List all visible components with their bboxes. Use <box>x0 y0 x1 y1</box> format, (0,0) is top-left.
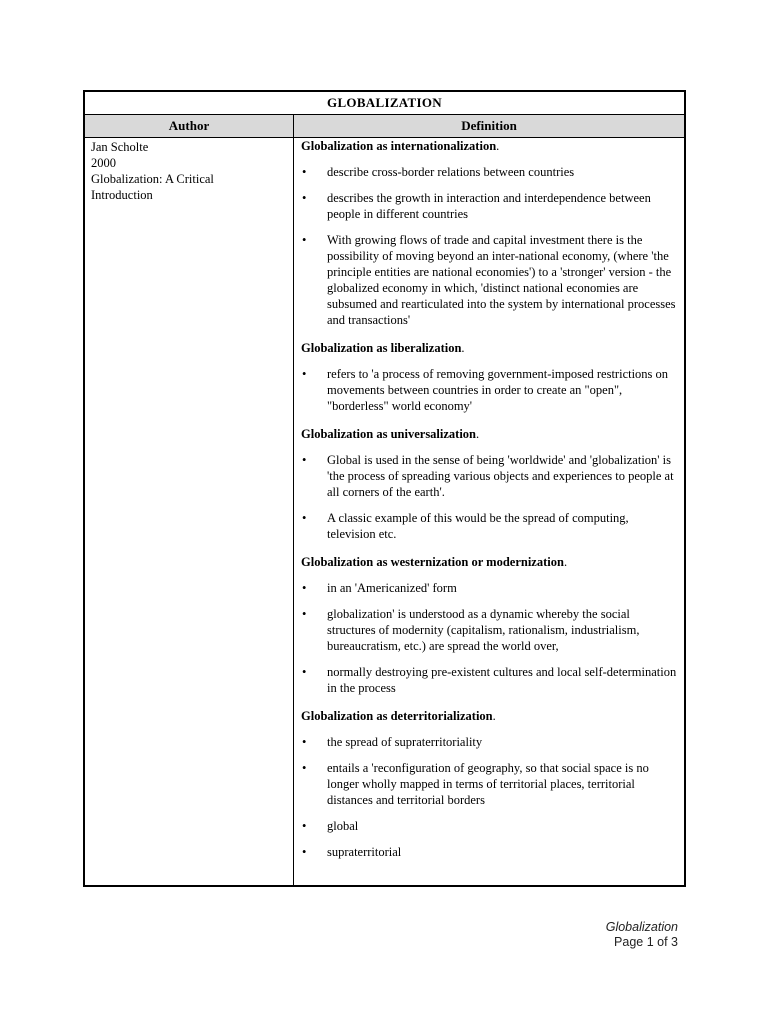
author-cell <box>85 138 294 887</box>
section-heading-period: . <box>492 709 496 723</box>
bullet-marker: • <box>302 735 307 749</box>
section-heading-period: . <box>476 427 480 441</box>
bullet-text: in an 'Americanized' form <box>327 581 457 595</box>
section-heading <box>301 708 678 724</box>
bullet-text: refers to 'a process of removing government-imposed restrictions on movements between countries in order to create an "open", "borderless" world economy' <box>327 367 669 413</box>
bullet-marker: • <box>302 845 307 859</box>
author-column-header: Author <box>85 115 294 137</box>
bullet-marker: • <box>302 191 307 205</box>
section-heading <box>301 554 678 570</box>
section-heading-period: . <box>563 555 568 569</box>
section-heading-text: Globalization as universalization <box>301 427 477 441</box>
bullet-item <box>301 510 678 542</box>
bullet-marker: • <box>302 511 307 525</box>
bullet-text: the spread of supraterritoriality <box>327 735 483 749</box>
page-footer <box>606 920 678 950</box>
bullet-list <box>301 580 678 696</box>
definition-table <box>83 90 686 887</box>
author-work-title-line2: Introduction <box>91 188 153 202</box>
bullet-text: With growing flows of trade and capital investment there is the possibility of moving beyond an inter-national economy, (where 'the principle entities are national economies') to a 'stronger' version - the globalized economy in which, 'distinct national economies are subsumed and rearticulated into the system by international processes and transactions' <box>327 233 676 327</box>
bullet-item <box>301 452 678 500</box>
bullet-item <box>301 580 678 596</box>
bullet-marker: • <box>302 165 307 179</box>
bullet-list <box>301 734 678 860</box>
footer-page-number: Page 1 of 3 <box>614 935 678 949</box>
bullet-list <box>301 366 678 414</box>
section-heading-text: Globalization as deterritorialization <box>301 709 493 723</box>
bullet-item <box>301 664 678 696</box>
bullet-text: entails a 'reconfiguration of geography, so that social space is no longer wholly mapped in terms of territorial places, territorial distances and territorial borders <box>327 761 649 807</box>
bullet-text: describes the growth in interaction and interdependence between people in different countries <box>327 191 651 221</box>
section-heading-period: . <box>461 341 465 355</box>
author-name: Jan Scholte <box>91 140 149 154</box>
bullet-list <box>301 164 678 328</box>
table-header-row <box>85 115 684 138</box>
bullet-text: globalization' is understood as a dynamic whereby the social structures of modernity (capitalism, rationalism, industrialism, bureaucratism, etc.) are spread the world over, <box>327 607 640 653</box>
bullet-item <box>301 734 678 750</box>
footer-document-title: Globalization <box>605 920 678 934</box>
bullet-text: Global is used in the sense of being 'worldwide' and 'globalization' is 'the process of spreading various objects and experiences to people at all corners of the earth'. <box>327 453 674 499</box>
bullet-marker: • <box>302 819 307 833</box>
section-heading <box>301 426 678 442</box>
bullet-marker: • <box>302 233 307 247</box>
table-title: GLOBALIZATION <box>85 92 684 115</box>
bullet-text: normally destroying pre-existent cultures and local self-determination in the process <box>327 665 677 695</box>
bullet-marker: • <box>302 761 307 775</box>
bullet-item <box>301 366 678 414</box>
definition-column-header: Definition <box>461 118 517 133</box>
bullet-marker: • <box>302 367 307 381</box>
bullet-text: A classic example of this would be the spread of computing, television etc. <box>327 511 629 541</box>
bullet-item <box>301 760 678 808</box>
bullet-item <box>301 844 678 860</box>
bullet-item <box>301 164 678 180</box>
author-year: 2000 <box>91 156 116 170</box>
bullet-marker: • <box>302 453 307 467</box>
section-heading <box>301 340 678 356</box>
section-heading-text: Globalization as liberalization <box>301 341 462 355</box>
section-heading <box>301 138 678 154</box>
bullet-list <box>301 452 678 542</box>
bullet-item <box>301 818 678 834</box>
definition-cell <box>294 138 684 887</box>
bullet-text: describe cross-border relations between countries <box>327 165 575 179</box>
bullet-marker: • <box>302 665 307 679</box>
bullet-text: supraterritorial <box>327 845 402 859</box>
section-heading-text: Globalization as westernization or modernization <box>301 555 564 569</box>
bullet-item <box>301 190 678 222</box>
section-heading-period: . <box>496 139 500 153</box>
bullet-item <box>301 232 678 328</box>
bullet-text: global <box>327 819 359 833</box>
table-body-row <box>85 138 684 887</box>
bullet-marker: • <box>302 607 307 621</box>
section-heading-text: Globalization as internationalization <box>301 139 497 153</box>
author-work-title-line1: Globalization: A Critical <box>91 172 214 186</box>
bullet-item <box>301 606 678 654</box>
bullet-marker: • <box>302 581 307 595</box>
